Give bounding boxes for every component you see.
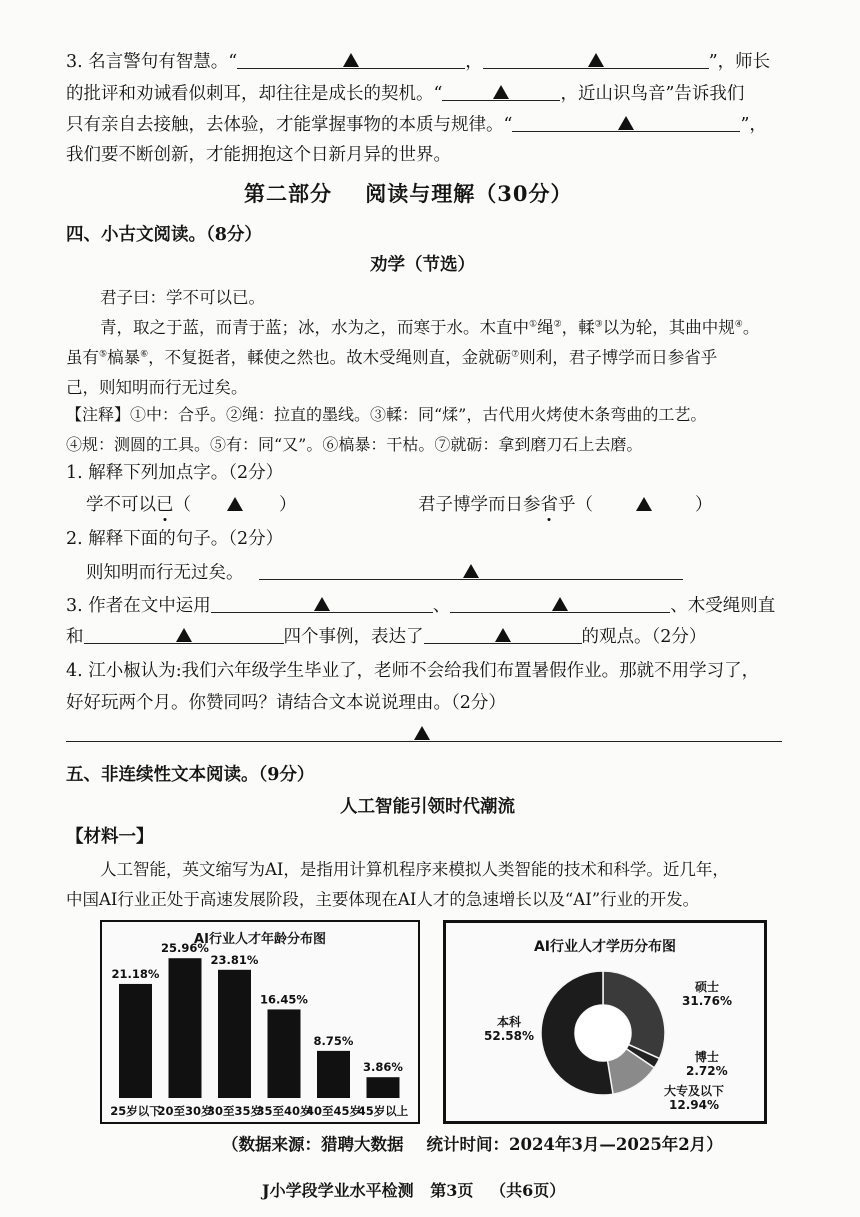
pie-label-shuoshi: 硕士 31.76% — [682, 980, 732, 1008]
bar-value-label: 21.18% — [111, 966, 160, 981]
bar-chart-svg — [102, 922, 418, 1122]
bar-value-label: 23.81% — [210, 952, 259, 967]
question-3-line1: 3. 作者在文中运用 、 、木受绳则直 — [66, 596, 776, 616]
category-label: 20至30岁 — [157, 1104, 213, 1118]
passage-p2-line2: 虽有⑤槁暴⑥，不复挺者，輮使之然也。故木受绳则直，金就砺⑦则利，君子博学而日参省乎 — [66, 348, 718, 367]
data-source: （数据来源：猎聘大数据 统计时间：2024年3月—2025年2月） — [222, 1135, 723, 1154]
bar — [218, 970, 251, 1098]
part-title: 第二部分 阅读与理解（30分） — [244, 181, 573, 206]
bar-value-label: 25.96% — [161, 941, 209, 956]
pie-label-boshi: 博士 2.72% — [686, 1050, 728, 1078]
chart-title: AI行业人才年龄分布图 — [194, 932, 326, 947]
pie-label-dazhuan: 大专及以下 12.94% — [664, 1084, 725, 1112]
question-1a: 学不可以已（ ） — [86, 495, 297, 515]
bar — [367, 1077, 400, 1098]
section-heading: 五、非连续性文本阅读。（9分） — [66, 765, 315, 785]
passage-p2-line1: 青，取之于蓝，而青于蓝；冰，水为之，而寒于水。木直中①绳②，輮③以为轮，其曲中规④。 — [100, 318, 760, 337]
triangle-icon — [176, 628, 192, 642]
question-2-sentence: 则知明而行无过矣。 — [86, 561, 683, 584]
donut-hole — [575, 1005, 631, 1061]
category-label: 25岁以下 — [110, 1104, 161, 1118]
q3-line1: 3. 名言警句有智慧。“ ， ”，师长 — [66, 52, 771, 72]
triangle-icon — [636, 497, 652, 511]
note-line2: ④规：测圆的工具。⑤有：同“又”。⑥槁暴：干枯。⑦就砺：拿到磨刀石上去磨。 — [66, 435, 643, 454]
category-label: 35至40岁 — [256, 1104, 312, 1118]
triangle-icon — [314, 597, 330, 611]
answer-blank[interactable] — [237, 50, 465, 69]
bar — [119, 984, 152, 1098]
triangle-icon — [552, 597, 568, 611]
answer-blank[interactable] — [424, 625, 582, 644]
triangle-icon — [495, 628, 511, 642]
passage-title: 劝学（节选） — [370, 255, 475, 275]
category-label: 30至35岁 — [206, 1104, 263, 1118]
answer-line[interactable] — [66, 723, 782, 742]
answer-blank[interactable] — [483, 50, 709, 69]
bar — [169, 958, 202, 1098]
page-footer: J小学段学业水平检测 第3页 （共6页） — [262, 1181, 566, 1200]
answer-blank[interactable] — [442, 82, 560, 101]
bar — [268, 1009, 301, 1098]
question-1: 1. 解释下列加点字。（2分） — [66, 463, 284, 483]
q3-line4: 我们要不断创新，才能拥抱这个日新月异的世界。 — [66, 145, 451, 165]
material-para-line2: 中国AI行业正处于高速发展阶段，主要体现在AI人才的急速增长以及“AI”行业的开发。 — [66, 890, 700, 909]
answer-blank[interactable] — [259, 561, 683, 580]
pie-label-benke: 本科 52.58% — [484, 1015, 534, 1043]
answer-blank[interactable] — [211, 594, 433, 613]
question-4-line1: 4. 江小椒认为:我们六年级学生毕业了，老师不会给我们布置暑假作业。那就不用学习了， — [66, 661, 760, 681]
answer-blank[interactable] — [512, 113, 740, 132]
category-label: 40至45岁 — [305, 1104, 362, 1118]
question-3-line2: 和 四个事例，表达了 的观点。（2分） — [66, 627, 707, 647]
triangle-icon — [618, 116, 634, 130]
triangle-icon — [588, 53, 604, 67]
triangle-icon — [227, 497, 243, 511]
passage-p1: 君子曰：学不可以已。 — [100, 288, 265, 307]
answer-slot[interactable] — [593, 494, 695, 516]
note-line1: 【注释】①中：合乎。②绳：拉直的墨线。③輮：同“煣”，古代用火烤使木条弯曲的工艺。 — [66, 405, 707, 424]
material-para-line1: 人工智能，英文缩写为AI，是指用计算机程序来模拟人类智能的技术和科学。近几年， — [100, 860, 729, 879]
question-1b: 君子博学而日参省乎（ ） — [418, 495, 713, 515]
bar-value-label: 3.86% — [363, 1060, 403, 1075]
q3-line3: 只有亲自去接触，去体验，才能掌握事物的本质与规律。“ ”， — [66, 115, 767, 135]
category-label: 45岁以上 — [357, 1104, 409, 1118]
section-heading: 四、小古文阅读。（8分） — [66, 225, 262, 245]
triangle-icon — [463, 564, 479, 578]
answer-blank[interactable] — [450, 594, 670, 613]
bar — [317, 1051, 350, 1098]
answer-blank[interactable] — [84, 625, 284, 644]
question-2: 2. 解释下面的句子。（2分） — [66, 529, 284, 549]
question-4-line2: 好好玩两个月。你赞同吗？请结合文本说说理由。（2分） — [66, 693, 506, 713]
answer-slot[interactable] — [191, 494, 279, 516]
material-label: 【材料一】 — [66, 827, 154, 847]
education-distribution-chart — [443, 920, 767, 1124]
article-title: 人工智能引领时代潮流 — [340, 797, 515, 817]
q3-line2: 的批评和劝诫看似刺耳，却往往是成长的契机。“ ，近山识鸟音”告诉我们 — [66, 84, 745, 104]
age-distribution-chart — [100, 920, 420, 1124]
triangle-icon — [493, 85, 509, 99]
passage-p2-line3: 己，则知明而行无过矣。 — [66, 378, 248, 397]
bar-value-label: 16.45% — [260, 992, 308, 1007]
chart-title: AI行业人才学历分布图 — [533, 939, 677, 955]
triangle-icon — [343, 53, 359, 67]
bar-value-label: 8.75% — [313, 1033, 354, 1048]
triangle-icon — [414, 726, 430, 740]
